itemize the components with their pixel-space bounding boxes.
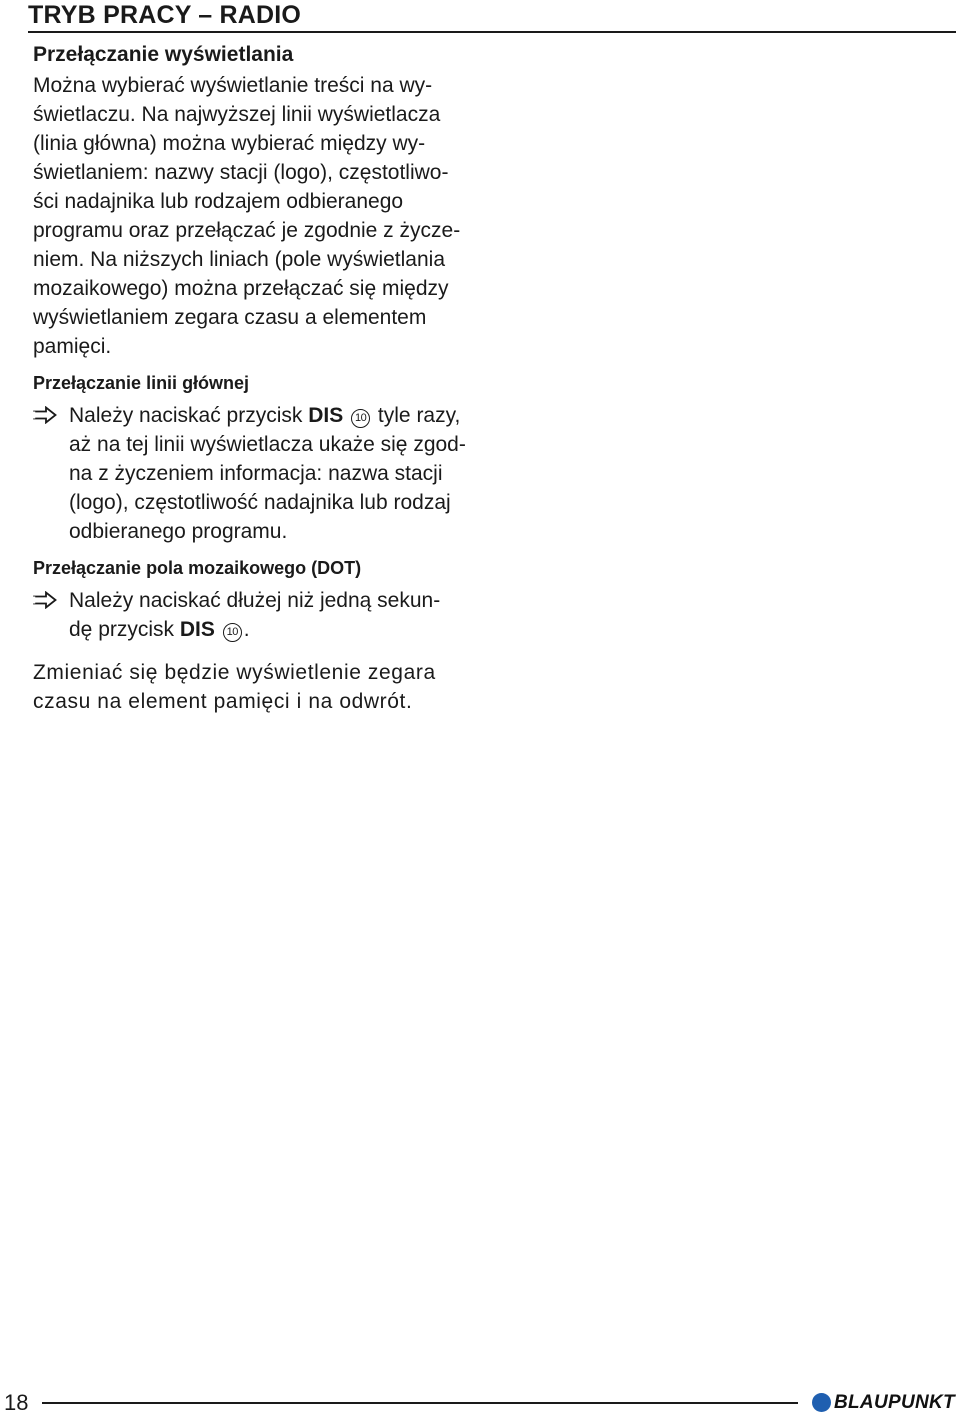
step-line: (logo), częstotliwość nadajnika lub rodzaj — [69, 491, 451, 514]
page-number: 18 — [4, 1390, 29, 1415]
page-header-title: TRYB PRACY – RADIO — [28, 1, 302, 29]
step-line: Należy naciskać dłużej niż jedną sekun- — [69, 589, 441, 612]
brand-dot-icon — [812, 1393, 831, 1412]
header-divider — [28, 31, 956, 33]
step-line: aż na tej linii wyświetlacza ukaże się zgod- — [69, 433, 466, 456]
step-text: Należy naciskać przycisk — [69, 404, 309, 427]
circled-number-icon: 10 — [223, 623, 242, 642]
paragraph-line: niem. Na niższych liniach (pole wyświetlania — [33, 248, 446, 271]
paragraph-line: (linia główna) można wybierać między wy- — [33, 132, 426, 155]
brand-logo — [812, 1391, 958, 1415]
circled-number-icon: 10 — [351, 409, 370, 428]
main-line-step — [33, 401, 483, 546]
section-title: Przełączanie wyświetlania — [33, 43, 294, 66]
step-line — [69, 401, 483, 430]
step-line: odbieranego programu. — [69, 520, 288, 543]
arrow-right-icon — [33, 591, 57, 609]
paragraph-line: Można wybierać wyświetlanie treści na wy- — [33, 74, 433, 97]
step-text: dę przycisk — [69, 618, 180, 641]
paragraph-line: czasu na element pamięci i na odwrót. — [33, 690, 413, 713]
dis-button-label: DIS — [308, 404, 344, 427]
dot-field-step — [33, 586, 483, 644]
paragraph-line: ści nadajnika lub rodzajem odbieranego — [33, 190, 404, 213]
paragraph-line: świetlaczu. Na najwyższej linii wyświetlacza — [33, 103, 441, 126]
paragraph-line: programu oraz przełączać je zgodnie z życze- — [33, 219, 461, 242]
page-content — [33, 40, 483, 716]
intro-paragraph — [33, 71, 483, 361]
step-line: na z życzeniem informacja: nazwa stacji — [69, 462, 443, 485]
paragraph-line: wyświetlaniem zegara czasu a elementem — [33, 306, 427, 329]
paragraph-line: pamięci. — [33, 335, 112, 358]
paragraph-line: świetlaniem: nazwy stacji (logo), częstotliwo- — [33, 161, 449, 184]
paragraph-line: mozaikowego) można przełączać się między — [33, 277, 449, 300]
step-line — [69, 615, 483, 644]
brand-name: BLAUPUNKT — [834, 1392, 955, 1413]
arrow-right-icon — [33, 406, 57, 424]
step-text: . — [243, 618, 250, 641]
footer-divider — [42, 1402, 798, 1404]
main-line-subheading: Przełączanie linii głównej — [33, 373, 250, 393]
dis-button-label: DIS — [179, 618, 215, 641]
dot-field-subheading: Przełączanie pola mozaikowego (DOT) — [33, 558, 362, 578]
step-text: tyle razy, — [372, 404, 461, 427]
paragraph-line: Zmieniać się będzie wyświetlenie zegara — [33, 661, 436, 684]
closing-paragraph — [33, 658, 483, 716]
